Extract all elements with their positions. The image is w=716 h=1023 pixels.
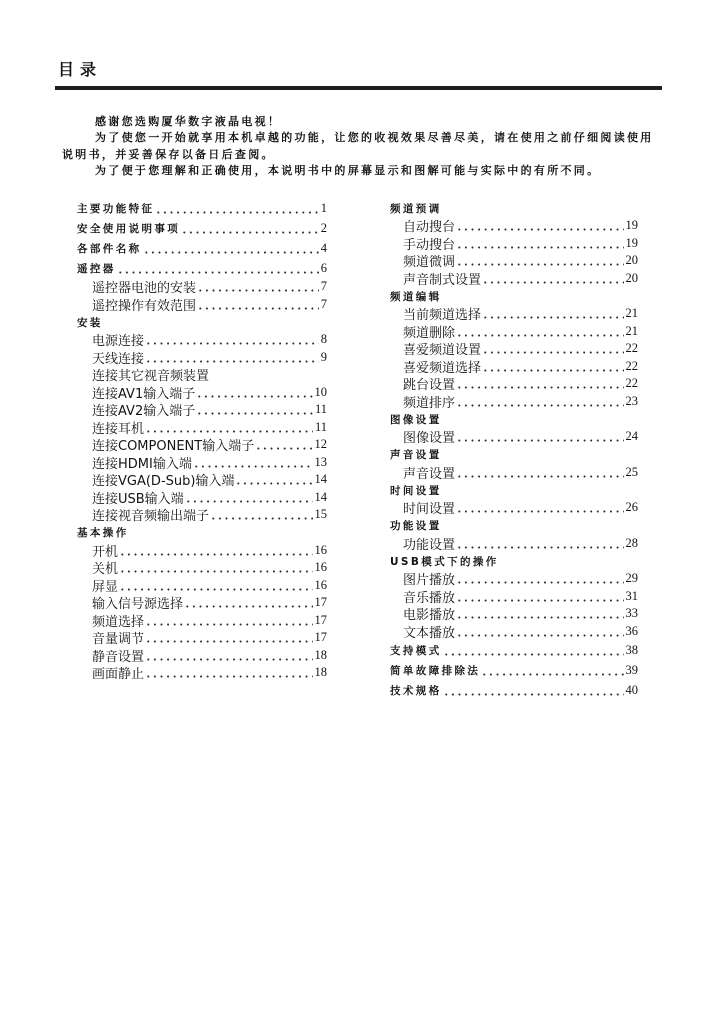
toc-entry-title: 关机 bbox=[92, 562, 119, 578]
toc-entry-title: 功能设置 bbox=[390, 520, 442, 532]
toc-entry bbox=[77, 331, 327, 349]
toc-entry bbox=[77, 647, 327, 665]
toc-entry bbox=[77, 559, 327, 577]
toc-entry bbox=[77, 278, 327, 296]
toc-entry-title: 音量调节 bbox=[92, 632, 145, 648]
dot-leader bbox=[145, 430, 313, 433]
toc-entry-title: 安装 bbox=[77, 316, 103, 329]
toc-entry-title: 各部件名称 bbox=[77, 242, 142, 255]
toc-entry-title: 连接USB输入端 bbox=[92, 491, 184, 507]
dot-leader bbox=[193, 465, 313, 468]
dot-leader bbox=[456, 634, 623, 637]
toc-entry-title: 跳台设置 bbox=[403, 378, 456, 394]
toc-left-column bbox=[77, 198, 327, 682]
toc-page-number: 13 bbox=[314, 454, 327, 469]
toc-entry bbox=[77, 664, 327, 682]
toc-entry bbox=[77, 489, 327, 507]
dot-leader bbox=[145, 640, 312, 643]
dot-leader bbox=[185, 500, 313, 503]
dot-leader bbox=[210, 517, 312, 520]
toc-page-number: 22 bbox=[625, 341, 638, 356]
toc-page-number: 21 bbox=[625, 323, 638, 338]
toc-entry bbox=[390, 464, 638, 482]
toc-entry bbox=[390, 375, 638, 393]
toc-entry bbox=[390, 340, 638, 358]
dot-leader bbox=[196, 412, 313, 415]
toc-entry-title: 当前频道选择 bbox=[403, 308, 482, 324]
toc-right-column bbox=[390, 199, 638, 700]
toc-page-number: 25 bbox=[625, 464, 638, 479]
toc-entry bbox=[77, 436, 327, 454]
dot-leader bbox=[456, 599, 623, 602]
toc-page-number: 18 bbox=[314, 665, 327, 680]
dot-leader bbox=[181, 231, 319, 234]
toc-entry bbox=[390, 588, 638, 606]
toc-page-number: 4 bbox=[320, 240, 327, 255]
toc-entry-title: 画面静止 bbox=[92, 667, 145, 683]
toc-section-heading bbox=[390, 199, 638, 217]
toc-entry bbox=[77, 629, 327, 647]
toc-entry-title: 连接其它视音频装置 bbox=[92, 369, 210, 385]
toc-entry bbox=[77, 612, 327, 630]
toc-page-number: 11 bbox=[314, 402, 327, 417]
toc-entry bbox=[77, 594, 327, 612]
toc-entry-title: 频道选择 bbox=[92, 614, 145, 630]
title-divider bbox=[55, 86, 662, 90]
toc-entry-title: 功能设置 bbox=[403, 537, 456, 553]
toc-entry-title: 自动搜台 bbox=[403, 220, 456, 236]
toc-entry-title: 遥控器电池的安装 bbox=[92, 281, 197, 297]
toc-entry bbox=[390, 499, 638, 517]
toc-entry-title: 电影播放 bbox=[403, 608, 456, 624]
toc-entry-title: 连接AV1输入端子 bbox=[92, 386, 196, 402]
toc-entry bbox=[77, 384, 327, 402]
toc-page-number: 14 bbox=[314, 472, 327, 487]
toc-entry-title: 时间设置 bbox=[403, 502, 456, 518]
toc-entry bbox=[390, 428, 638, 446]
toc-page-number: 6 bbox=[320, 260, 327, 275]
toc-entry bbox=[390, 535, 638, 553]
toc-entry bbox=[390, 605, 638, 623]
toc-entry-title: 连接AV2输入端子 bbox=[92, 404, 196, 420]
toc-entry-title: 连接COMPONENT输入端子 bbox=[92, 439, 255, 455]
toc-entry bbox=[77, 296, 327, 314]
toc-entry-title: 遥控器 bbox=[77, 262, 116, 275]
toc-page-number: 17 bbox=[314, 612, 327, 627]
dot-leader bbox=[196, 395, 312, 398]
page-title: 目录 bbox=[58, 60, 103, 79]
toc-entry bbox=[390, 217, 638, 235]
toc-entry bbox=[390, 323, 638, 341]
toc-page-number: 17 bbox=[314, 630, 327, 645]
toc-entry bbox=[390, 393, 638, 411]
dot-leader bbox=[255, 447, 312, 450]
toc-section-heading bbox=[390, 446, 638, 464]
toc-entry bbox=[390, 270, 638, 288]
toc-page-number: 12 bbox=[314, 437, 327, 452]
dot-leader bbox=[145, 675, 312, 678]
toc-entry-title: 基本操作 bbox=[77, 527, 129, 539]
toc-page-number: 33 bbox=[625, 606, 638, 621]
toc-entry-title: USB模式下的操作 bbox=[390, 555, 499, 568]
dot-leader bbox=[456, 475, 623, 478]
toc-entry bbox=[77, 454, 327, 472]
toc-page-number: 28 bbox=[625, 535, 638, 550]
toc-page-number: 18 bbox=[314, 647, 327, 662]
toc-entry bbox=[390, 252, 638, 270]
toc-entry-title: 电源连接 bbox=[92, 334, 145, 350]
toc-entry-title: 时间设置 bbox=[390, 484, 442, 497]
intro-text bbox=[62, 114, 658, 179]
intro-paragraph: 感谢您选购厦华数字液晶电视！ bbox=[95, 115, 282, 128]
toc-entry-title: 喜爱频道选择 bbox=[403, 360, 482, 376]
toc-page-number: 1 bbox=[320, 200, 327, 215]
toc-page-number: 20 bbox=[625, 253, 638, 268]
toc-entry-title: 频道排序 bbox=[403, 395, 456, 411]
dot-leader bbox=[119, 570, 312, 573]
dot-leader bbox=[482, 281, 623, 284]
toc-section-heading bbox=[390, 410, 638, 428]
toc-entry-title: 连接视音频输出端子 bbox=[92, 509, 210, 525]
dot-leader bbox=[481, 673, 623, 676]
toc-entry-title: 喜爱频道设置 bbox=[403, 343, 482, 359]
toc-entry-title: 手动搜台 bbox=[403, 237, 456, 253]
toc-page-number: 31 bbox=[625, 588, 638, 603]
dot-leader bbox=[155, 211, 318, 214]
toc-page-number: 21 bbox=[625, 306, 638, 321]
toc-entry bbox=[390, 358, 638, 376]
toc-entry-title: 屏显 bbox=[92, 579, 119, 595]
toc-entry-title: 输入信号源选择 bbox=[92, 597, 184, 613]
toc-entry bbox=[77, 577, 327, 595]
toc-page-number: 39 bbox=[625, 662, 638, 677]
dot-leader bbox=[456, 439, 623, 442]
toc-page-number: 29 bbox=[625, 571, 638, 586]
dot-leader bbox=[456, 246, 623, 249]
dot-leader bbox=[456, 334, 623, 337]
dot-leader bbox=[443, 693, 624, 696]
toc-entry-title: 声音设置 bbox=[390, 449, 442, 461]
toc-page-number: 40 bbox=[625, 682, 638, 697]
toc-section-heading bbox=[390, 481, 638, 499]
dot-leader bbox=[145, 360, 319, 363]
dot-leader bbox=[145, 623, 312, 626]
dot-leader bbox=[456, 581, 623, 584]
intro-paragraph: 为了使您一开始就享用本机卓越的功能，让您的收视效果尽善尽美，请在使用之前仔细阅读使用说明书，并妥善保存以备日后查阅。 bbox=[62, 131, 654, 161]
toc-page-number: 24 bbox=[625, 429, 638, 444]
toc-page-number: 20 bbox=[625, 270, 638, 285]
toc-entry bbox=[77, 471, 327, 489]
dot-leader bbox=[482, 351, 623, 354]
toc-page-number: 19 bbox=[625, 218, 638, 233]
toc-chapter-entry bbox=[77, 238, 327, 258]
toc-page-number: 7 bbox=[320, 296, 327, 311]
dot-leader bbox=[456, 263, 623, 266]
toc-entry-title: 连接HDMI输入端 bbox=[92, 456, 192, 472]
toc-entry-title: 图片播放 bbox=[403, 573, 456, 589]
dot-leader bbox=[482, 369, 623, 372]
toc-entry-title: 简单故障排除法 bbox=[390, 664, 481, 677]
toc-chapter-entry bbox=[390, 680, 638, 700]
toc-entry-title: 连接VGA(D-Sub)输入端 bbox=[92, 474, 235, 490]
toc-page-number: 36 bbox=[625, 623, 638, 638]
toc-entry bbox=[77, 419, 327, 437]
toc-entry bbox=[77, 349, 327, 367]
dot-leader bbox=[119, 588, 312, 591]
toc-page-number: 16 bbox=[314, 560, 327, 575]
toc-entry-title: 支持模式 bbox=[390, 644, 442, 657]
dot-leader bbox=[184, 605, 312, 608]
toc-page-number: 8 bbox=[320, 332, 327, 347]
toc-entry-title: 声音制式设置 bbox=[403, 272, 482, 288]
dot-leader bbox=[117, 271, 319, 274]
dot-leader bbox=[119, 553, 312, 556]
dot-leader bbox=[197, 307, 319, 310]
dot-leader bbox=[456, 404, 623, 407]
toc-section-heading bbox=[390, 552, 638, 570]
toc-section-heading bbox=[390, 287, 638, 305]
toc-entry-title: 技术规格 bbox=[390, 684, 442, 697]
toc-page-number: 22 bbox=[625, 358, 638, 373]
toc-page-number: 2 bbox=[320, 220, 327, 235]
toc-entry-title: 声音设置 bbox=[403, 466, 456, 482]
intro-paragraph: 为了便于您理解和正确使用，本说明书中的屏幕显示和图解可能与实际中的有所不同。 bbox=[95, 163, 601, 177]
toc-page-number: 7 bbox=[320, 279, 327, 294]
dot-leader bbox=[145, 342, 319, 345]
toc-entry bbox=[77, 542, 327, 560]
toc-page-number: 9 bbox=[320, 349, 327, 364]
toc-entry-title: 开机 bbox=[92, 544, 119, 560]
dot-leader bbox=[456, 228, 623, 231]
dot-leader bbox=[482, 316, 623, 319]
toc-entry-title: 频道微调 bbox=[403, 255, 456, 271]
toc-entry-title: 频道预调 bbox=[390, 202, 442, 215]
toc-entry-title: 遥控操作有效范围 bbox=[92, 298, 197, 314]
toc-entry-title: 频道删除 bbox=[403, 325, 456, 341]
toc-entry-title: 图像设置 bbox=[390, 413, 442, 426]
toc-entry-title: 图像设置 bbox=[403, 431, 456, 447]
toc-entry bbox=[390, 305, 638, 323]
toc-page-number: 15 bbox=[314, 507, 327, 522]
toc-entry-title: 主要功能特征 bbox=[77, 202, 155, 215]
toc-entry-title: 频道编辑 bbox=[390, 290, 442, 303]
toc-entry-title: 连接耳机 bbox=[92, 421, 145, 437]
toc-chapter-entry bbox=[77, 218, 327, 238]
toc-entry-title: 文本播放 bbox=[403, 625, 456, 641]
toc-entry bbox=[77, 401, 327, 419]
toc-page-number: 16 bbox=[314, 542, 327, 557]
toc-entry bbox=[77, 366, 327, 384]
toc-page-number: 16 bbox=[314, 577, 327, 592]
dot-leader bbox=[143, 251, 319, 254]
toc-page-number: 19 bbox=[625, 235, 638, 250]
toc-section-heading bbox=[77, 313, 327, 331]
toc-page-number: 38 bbox=[625, 642, 638, 657]
toc-chapter-entry bbox=[77, 258, 327, 278]
dot-leader bbox=[235, 482, 312, 485]
toc-entry bbox=[390, 623, 638, 641]
dot-leader bbox=[456, 546, 623, 549]
toc-section-heading bbox=[77, 524, 327, 542]
dot-leader bbox=[145, 658, 312, 661]
toc-chapter-entry bbox=[77, 198, 327, 218]
toc-entry bbox=[77, 506, 327, 524]
toc-entry bbox=[390, 235, 638, 253]
toc-entry-title: 音乐播放 bbox=[403, 590, 456, 606]
dot-leader bbox=[197, 289, 319, 292]
toc-page-number: 10 bbox=[314, 384, 327, 399]
toc-chapter-entry bbox=[390, 640, 638, 660]
toc-entry bbox=[390, 570, 638, 588]
toc-entry-title: 静音设置 bbox=[92, 649, 145, 665]
toc-entry-title: 安全使用说明事项 bbox=[77, 222, 181, 235]
toc-page-number: 26 bbox=[625, 500, 638, 515]
toc-page-number: 22 bbox=[625, 376, 638, 391]
dot-leader bbox=[456, 616, 623, 619]
dot-leader bbox=[456, 510, 623, 513]
toc-page-number: 11 bbox=[314, 419, 327, 434]
dot-leader bbox=[456, 386, 623, 389]
toc-section-heading bbox=[390, 517, 638, 535]
toc-page-number: 17 bbox=[314, 595, 327, 610]
toc-page-number: 23 bbox=[625, 393, 638, 408]
toc-page-number: 14 bbox=[314, 489, 327, 504]
toc-chapter-entry bbox=[390, 660, 638, 680]
dot-leader bbox=[443, 653, 624, 656]
toc-entry-title: 天线连接 bbox=[92, 351, 145, 367]
